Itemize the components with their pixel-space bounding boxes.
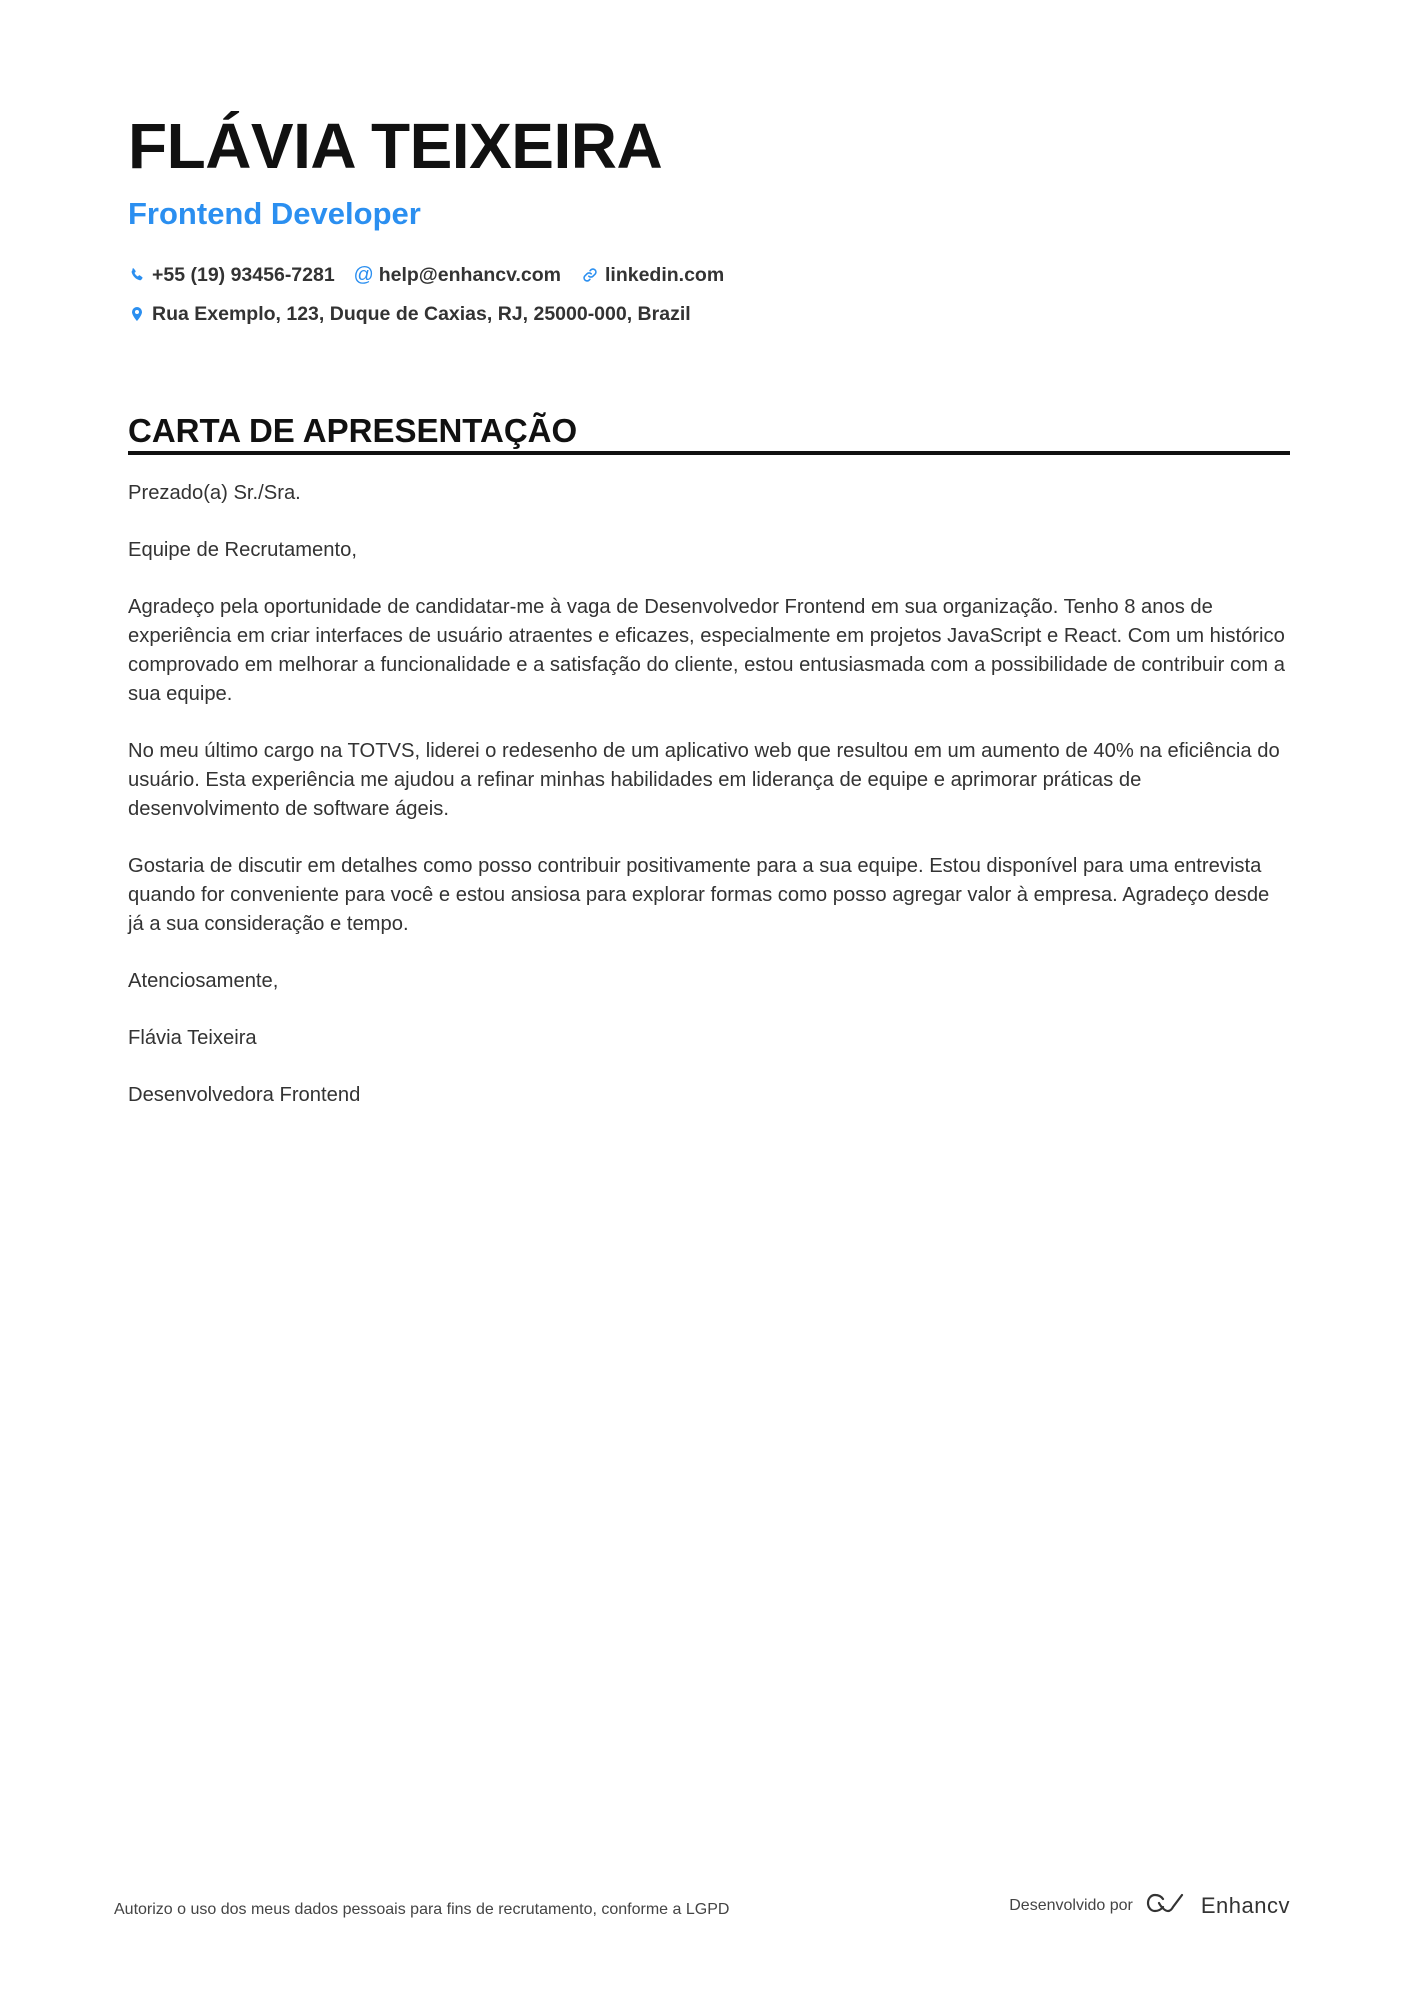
job-title: Frontend Developer — [128, 196, 421, 231]
signature-name: Flávia Teixeira — [128, 1027, 257, 1049]
contact-row — [128, 262, 1290, 288]
brand-name: Enhancv — [1200, 1892, 1290, 1918]
at-icon: @ — [353, 264, 374, 286]
address: Rua Exemplo, 123, Duque de Caxias, RJ, 25000-000, Brazil — [152, 303, 691, 325]
address-row — [128, 301, 1290, 327]
closing: Atenciosamente, — [128, 970, 279, 992]
contact-linkedin[interactable] — [581, 262, 724, 288]
contact-phone — [128, 262, 335, 288]
linkedin-link[interactable]: linkedin.com — [604, 264, 725, 286]
phone-icon — [128, 266, 146, 284]
footer — [114, 1890, 1290, 1921]
contact-email[interactable] — [355, 262, 561, 288]
enhancv-logo-icon — [1145, 1890, 1191, 1921]
paragraph-closing: Gostaria de discutir em detalhes como posso contribuir positivamente para a sua equipe. Estou disponível para uma entrevista quando for conveniente para você e estou ansiosa para explorar formas como posso agregar valor à empresa. Agradeço desde já a sua consideração e tempo. — [128, 855, 1270, 935]
link-icon — [581, 266, 599, 284]
location-pin-icon — [128, 305, 146, 323]
recipient: Equipe de Recrutamento, — [128, 539, 357, 561]
section-title: CARTA DE APRESENTAÇÃO — [128, 411, 1290, 455]
powered-by-label: Desenvolvido por — [1009, 1896, 1133, 1914]
paragraph-experience: No meu último cargo na TOTVS, liderei o redesenho de um aplicativo web que resultou em um aumento de 40% na eficiência do usuário. Esta experiência me ajudou a refinar minhas habilidades em liderança de equipe e aprimorar práticas de desenvolvimento de software ágeis. — [128, 740, 1280, 820]
letter-body — [128, 479, 1290, 1110]
powered-by — [1009, 1890, 1290, 1921]
candidate-name: FLÁVIA TEIXEIRA — [128, 110, 663, 182]
consent-note: Autorizo o uso dos meus dados pessoais para fins de recrutamento, conforme a LGPD — [114, 1900, 730, 1918]
brand[interactable] — [1145, 1890, 1290, 1921]
email-address[interactable]: help@enhancv.com — [378, 264, 561, 286]
contact-address — [128, 301, 691, 327]
phone-number: +55 (19) 93456-7281 — [152, 264, 335, 286]
paragraph-intro: Agradeço pela oportunidade de candidatar-me à vaga de Desenvolvedor Frontend em sua organização. Tenho 8 anos de experiência em criar interfaces de usuário atraentes e eficazes, especialmente em projetos JavaScript e React. Com um histórico comprovado em melhorar a funcionalidade e a satisfação do cliente, estou entusiasmada com a possibilidade de contribuir com a sua equipe. — [128, 596, 1285, 705]
salutation: Prezado(a) Sr./Sra. — [128, 482, 301, 504]
signature-title: Desenvolvedora Frontend — [128, 1084, 361, 1106]
cover-letter-page — [128, 108, 1290, 1138]
